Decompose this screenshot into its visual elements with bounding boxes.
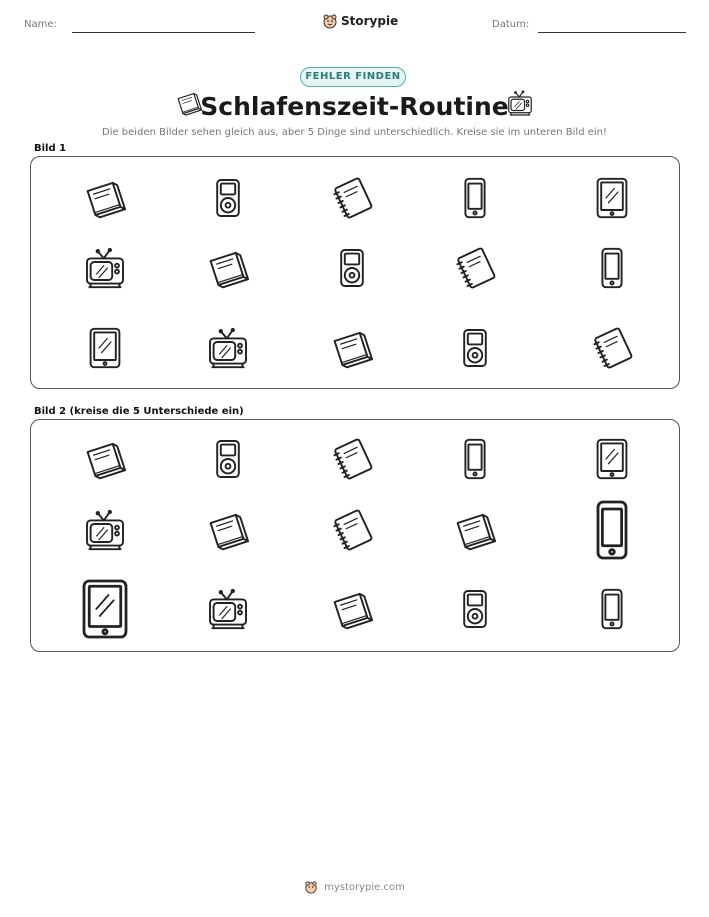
book-icon [81, 435, 129, 483]
brand-name: Storypie [341, 14, 399, 28]
notebook-icon [328, 506, 376, 554]
tv-icon [505, 88, 535, 118]
instructions: Die beiden Bilder sehen gleich aus, aber 5 Dinge sind unterschiedlich. Kreise sie im unteren Bild ein! [102, 127, 607, 138]
brand-logo [322, 13, 398, 29]
date-line[interactable] [538, 32, 686, 33]
tablet-icon [70, 574, 140, 644]
book-icon [328, 585, 376, 633]
name-line[interactable] [72, 32, 255, 33]
tablet-icon [588, 174, 636, 222]
notebook-icon [328, 435, 376, 483]
ipod-icon [451, 585, 499, 633]
book-icon [204, 506, 252, 554]
footer [0, 880, 709, 894]
tv-icon [81, 506, 129, 554]
task-badge: FEHLER FINDEN [300, 67, 406, 87]
page-title: Schlafenszeit-Routine [200, 92, 509, 121]
ipod-icon [204, 174, 252, 222]
phone-icon [588, 244, 636, 292]
book-icon [451, 506, 499, 554]
tv-icon [204, 585, 252, 633]
ipod-icon [328, 244, 376, 292]
notebook-icon [328, 174, 376, 222]
ipod-icon [204, 435, 252, 483]
tv-icon [204, 324, 252, 372]
book-icon [204, 244, 252, 292]
footer-site: mystorypie.com [324, 881, 405, 893]
storypie-mascot-icon [304, 880, 318, 894]
ipod-icon [451, 324, 499, 372]
storypie-mascot-icon [322, 13, 338, 29]
book-icon [81, 174, 129, 222]
notebook-icon [451, 244, 499, 292]
phone-icon [577, 495, 647, 565]
picture1-label: Bild 1 [34, 143, 67, 154]
tablet-icon [81, 324, 129, 372]
date-label: Datum: [492, 19, 530, 30]
name-label: Name: [24, 19, 57, 30]
phone-icon [451, 435, 499, 483]
book-icon [328, 324, 376, 372]
tablet-icon [588, 435, 636, 483]
tv-icon [81, 244, 129, 292]
phone-icon [588, 585, 636, 633]
phone-icon [451, 174, 499, 222]
picture2-label: Bild 2 (kreise die 5 Unterschiede ein) [34, 406, 244, 417]
notebook-icon [588, 324, 636, 372]
